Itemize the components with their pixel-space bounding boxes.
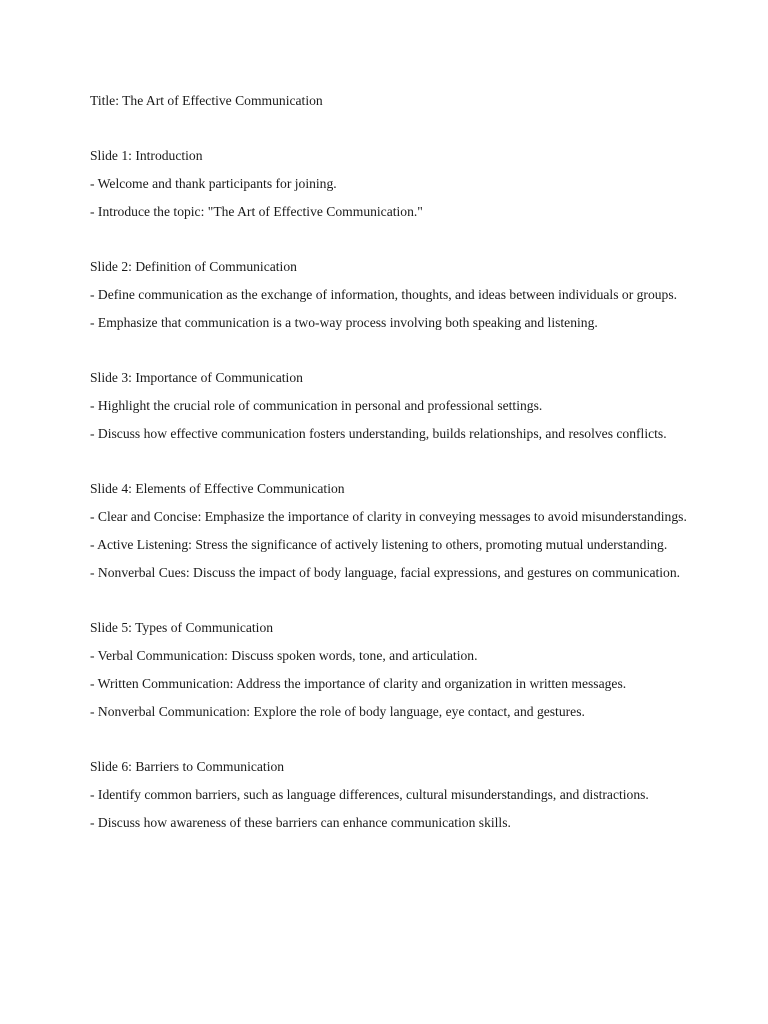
bullet-item: - Introduce the topic: "The Art of Effective Communication." [90,204,423,219]
bullet-item: - Discuss how awareness of these barriers can enhance communication skills. [90,815,511,830]
bullet-item: - Written Communication: Address the importance of clarity and organization in written messages. [90,676,627,691]
slide-section-2 [90,258,690,331]
slide-section-4 [90,480,690,581]
slide-section-1 [90,147,690,220]
slide-section-5 [90,619,690,720]
bullet-item: - Nonverbal Communication: Explore the role of body language, eye contact, and gestures. [90,704,585,719]
slide-heading: Slide 1: Introduction [90,148,203,163]
bullet-item: - Nonverbal Cues: Discuss the impact of body language, facial expressions, and gestures on communication. [90,565,681,580]
bullet-item: - Define communication as the exchange of information, thoughts, and ideas between individuals or groups. [90,287,678,302]
bullet-item: - Discuss how effective communication fosters understanding, builds relationships, and resolves conflicts. [90,426,667,441]
bullet-item: - Verbal Communication: Discuss spoken words, tone, and articulation. [90,648,478,663]
slide-heading: Slide 3: Importance of Communication [90,370,303,385]
bullet-item: - Identify common barriers, such as language differences, cultural misunderstandings, and distractions. [90,787,649,802]
bullet-item: - Welcome and thank participants for joining. [90,176,337,191]
slide-section-6 [90,758,690,831]
slide-section-3 [90,369,690,442]
slide-heading: Slide 4: Elements of Effective Communication [90,481,345,496]
slide-heading: Slide 2: Definition of Communication [90,259,297,274]
slide-heading: Slide 5: Types of Communication [90,620,274,635]
document-title: Title: The Art of Effective Communication [90,93,323,108]
bullet-item: - Clear and Concise: Emphasize the importance of clarity in conveying messages to avoid misunderstandings. [90,509,687,524]
bullet-item: - Highlight the crucial role of communication in personal and professional settings. [90,398,543,413]
bullet-item: - Active Listening: Stress the significance of actively listening to others, promoting mutual understanding. [90,537,668,552]
slide-heading: Slide 6: Barriers to Communication [90,759,285,774]
document-page [90,92,690,869]
bullet-item: - Emphasize that communication is a two-way process involving both speaking and listening. [90,315,598,330]
